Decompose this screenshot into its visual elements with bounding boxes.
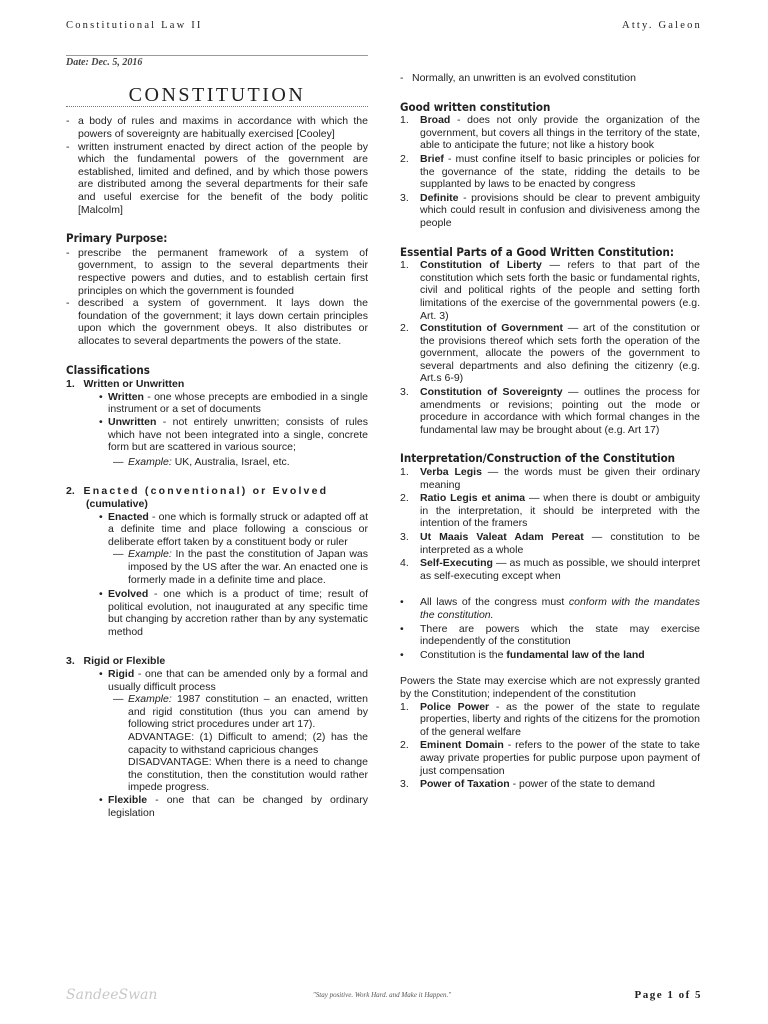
good-item: 2. Brief - must confine itself to basic principles or policies for the governance of the state, ridding the details to be supplanted by laws to be enacted by congress bbox=[400, 152, 700, 191]
classifications-heading: Classifications bbox=[66, 362, 150, 377]
classification-3: 3. Rigid or Flexible bbox=[66, 655, 166, 668]
unwritten-note: - Normally, an unwritten is an evolved constitution bbox=[400, 72, 700, 85]
purpose-item: - described a system of government. It lays down the foundation of the government; it lays down certain principles upon which the government obeys. It also distributes or allocates to several departments the powers of the state. bbox=[66, 297, 368, 347]
essential-item: 1. Constitution of Liberty — refers to that part of the constitution which sets forth the basic or fundamental rights, civil and political rights of the people and setting forth limitations of the exercise of the governmental powers (e.g. Art. 3) bbox=[400, 259, 700, 322]
classification-2-subtitle: (cumulative) bbox=[86, 497, 148, 510]
right-column bbox=[400, 72, 700, 791]
interpretation-item: 1. Verba Legis — the words must be given their ordinary meaning bbox=[400, 466, 700, 491]
primary-purpose-heading: Primary Purpose: bbox=[66, 231, 168, 246]
evolved-bullet: • Evolved - one which is a product of time; result of political evolution, not inaugurated at any specific time but changing by accretion rather than by any systematic method bbox=[99, 588, 368, 638]
example-1: — Example: UK, Australia, Israel, etc. bbox=[113, 456, 368, 469]
signature-logo: SandeeSwan bbox=[66, 987, 158, 1003]
good-item: 1. Broad - does not only provide the organization of the government, but covers all things in the territory of the state, able to anticipate the future; not like a history book bbox=[400, 114, 700, 152]
unwritten-bullet: • Unwritten - not entirely unwritten; consists of rules which have not been integrated into a single, concrete form but are scattered in various source; bbox=[99, 416, 368, 454]
date-rule bbox=[66, 55, 368, 56]
essential-item: 3. Constitution of Sovereignty — outlines the process for amendments or revisions; pointing out the mode or procedure in accordance with which formal changes in the fundamental law may be brought about (e.g. Art 17) bbox=[400, 386, 700, 436]
header-professor: Atty. Galeon bbox=[622, 20, 702, 31]
definition-cooley: - a body of rules and maxims in accordance with which the powers of sovereignty are habitually exercised [Cooley] bbox=[66, 115, 368, 140]
interpretation-heading: Interpretation/Construction of the Constitution bbox=[400, 451, 676, 466]
date-line: Date: Dec. 5, 2016 bbox=[66, 57, 143, 68]
good-item: 3. Definite - provisions should be clear to prevent ambiguity which could result in confusion and divisiveness among the people bbox=[400, 191, 700, 229]
interpretation-item: 3. Ut Maais Valeat Adam Pereat — constitution to be interpreted as a whole bbox=[400, 531, 700, 556]
footer-quote: "Stay positive. Work Hard. and Make it Happen." bbox=[312, 991, 452, 999]
flexible-bullet: • Flexible - one that can be changed by ordinary legislation bbox=[99, 794, 368, 819]
advantage-text: ADVANTAGE: (1) Difficult to amend; (2) has the capacity to withstand capricious changes bbox=[128, 731, 368, 756]
essential-item: 2. Constitution of Government — art of the constitution or the provisions thereof which sets forth the operation of the government, allocate the powers of the government to several departments and also defining the citizenry (e.g. Art.s 6-9) bbox=[400, 322, 700, 385]
essential-parts-heading: Essential Parts of a Good Written Constitution: bbox=[400, 244, 674, 259]
definition-malcolm: - written instrument enacted by direct action of the people by which the fundamental powers of the government are established, limited and defined, and by which those powers are distributed among the several departments for their safe and useful exercise for the benefit of the body politic [Malcolm] bbox=[66, 141, 368, 217]
page-number: Page 1 of 5 bbox=[634, 989, 702, 1001]
example-3: — Example: 1987 constitution – an enacted, written and rigid constitution (thus you can amend by following strict procedures under art 17). bbox=[113, 693, 368, 731]
classification-1: 1. Written or Unwritten bbox=[66, 378, 185, 391]
enacted-bullet: • Enacted - one which is formally struck or adapted off at a definite time and place following a conscious or deliberate effort taken by a constituent body or ruler bbox=[99, 511, 368, 549]
example-2: — Example: In the past the constitution of Japan was imposed by the US after the war. An enacted one is formerly made in a definite time and place. bbox=[113, 548, 368, 586]
disadvantage-text: DISADVANTAGE: When there is a need to change the constitution, then the constitution would rather impede progress. bbox=[128, 756, 368, 794]
note-bullet: • Constitution is the fundamental law of the land bbox=[400, 649, 700, 662]
page-title: CONSTITUTION bbox=[128, 84, 306, 106]
rigid-bullet: • Rigid - one that can be amended only by a formal and usually difficult process bbox=[99, 668, 368, 693]
purpose-item: - prescribe the permanent framework of a system of government, to assign to the several departments their respective powers and duties, and to establish certain first principles on which the government is founded bbox=[66, 247, 368, 297]
interpretation-item: 2. Ratio Legis et anima — when there is doubt or ambiguity in the interpretation, it should be interpreted with the intention of the framers bbox=[400, 492, 701, 530]
note-bullet: • All laws of the congress must conform with the mandates the constitution. bbox=[400, 596, 700, 621]
note-bullet: • There are powers which the state may exercise independently of the constitution bbox=[400, 623, 700, 648]
title-divider bbox=[66, 106, 368, 107]
classification-2: 2. Enacted (conventional) or Evolved bbox=[66, 485, 329, 498]
power-item: 3. Power of Taxation - power of the state to demand bbox=[400, 778, 655, 791]
power-item: 1. Police Power - as the power of the state to regulate properties, liberty and rights of the citizens for the promotion of the general welfare bbox=[400, 700, 700, 738]
written-bullet: • Written - one whose precepts are embodied in a single instrument or a set of documents bbox=[99, 391, 368, 416]
header-course: Constitutional Law II bbox=[66, 20, 203, 31]
power-item: 2. Eminent Domain - refers to the power of the state to take away private properties for public purpose upon payment of just compensation bbox=[400, 739, 700, 777]
interpretation-item: 4. Self-Executing — as much as possible, we should interpret as self-executing except when bbox=[400, 557, 700, 582]
powers-intro: Powers the State may exercise which are not expressly granted by the Constitution; independent of the constitution bbox=[400, 675, 700, 700]
good-written-heading: Good written constitution bbox=[400, 99, 551, 114]
left-column bbox=[66, 115, 368, 819]
